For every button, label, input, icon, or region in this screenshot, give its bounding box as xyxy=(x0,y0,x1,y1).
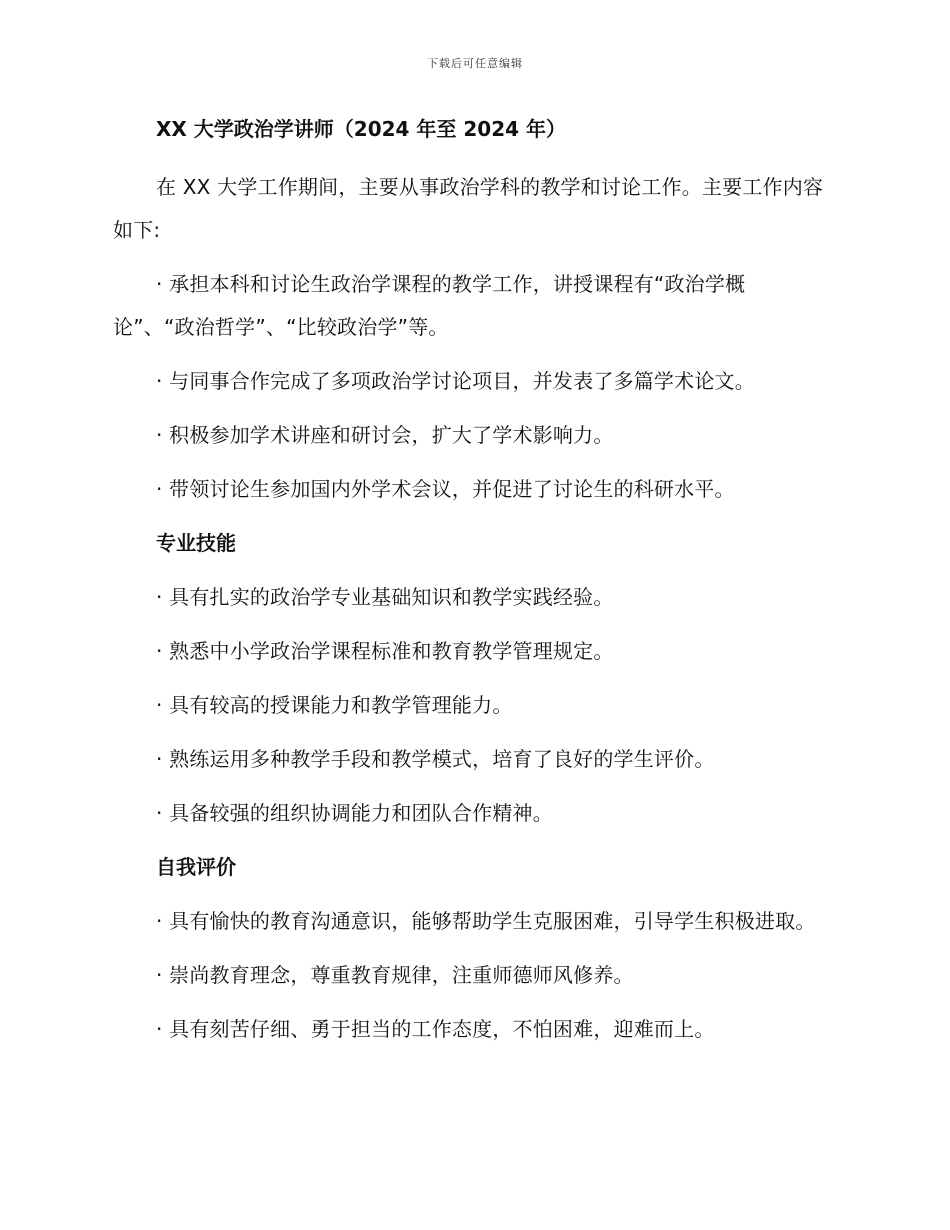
self-eval-item-1: · 具有愉快的教育沟通意识，能够帮助学生克服困难，引导学生积极进取。 xyxy=(156,909,816,933)
job-item-3: · 积极参加学术讲座和研讨会，扩大了学术影响力。 xyxy=(156,423,614,447)
skills-item-2: · 熟悉中小学政治学课程标准和教育教学管理规定。 xyxy=(156,639,614,663)
skills-title: 专业技能 xyxy=(156,531,236,555)
skills-item-4: · 熟练运用多种教学手段和教学模式，培育了良好的学生评价。 xyxy=(156,747,715,771)
job-title: XX 大学政治学讲师（2024 年至 2024 年） xyxy=(156,117,567,141)
skills-item-1: · 具有扎实的政治学专业基础知识和教学实践经验。 xyxy=(156,585,614,609)
job-item-1: · 承担本科和讨论生政治学课程的教学工作，讲授课程有“政治学概论”、“政治哲学”、“比较政治学”等。 xyxy=(113,272,746,339)
self-eval-title: 自我评价 xyxy=(156,855,236,879)
document-body xyxy=(113,112,825,1062)
page-header-watermark: 下载后可任意编辑 xyxy=(427,57,523,70)
self-eval-item-3: · 具有刻苦仔细、勇于担当的工作态度，不怕困难，迎难而上。 xyxy=(156,1017,715,1041)
self-eval-item-2: · 崇尚教育理念，尊重教育规律，注重师德师风修养。 xyxy=(156,963,634,987)
skills-item-3: · 具有较高的授课能力和教学管理能力。 xyxy=(156,693,513,717)
skills-item-5: · 具备较强的组织协调能力和团队合作精神。 xyxy=(156,801,553,825)
job-item-2: · 与同事合作完成了多项政治学讨论项目，并发表了多篇学术论文。 xyxy=(156,369,755,393)
job-item-4: · 带领讨论生参加国内外学术会议，并促进了讨论生的科研水平。 xyxy=(156,477,735,501)
job-intro: 在 XX 大学工作期间，主要从事政治学科的教学和讨论工作。主要工作内容如下: xyxy=(113,175,824,242)
